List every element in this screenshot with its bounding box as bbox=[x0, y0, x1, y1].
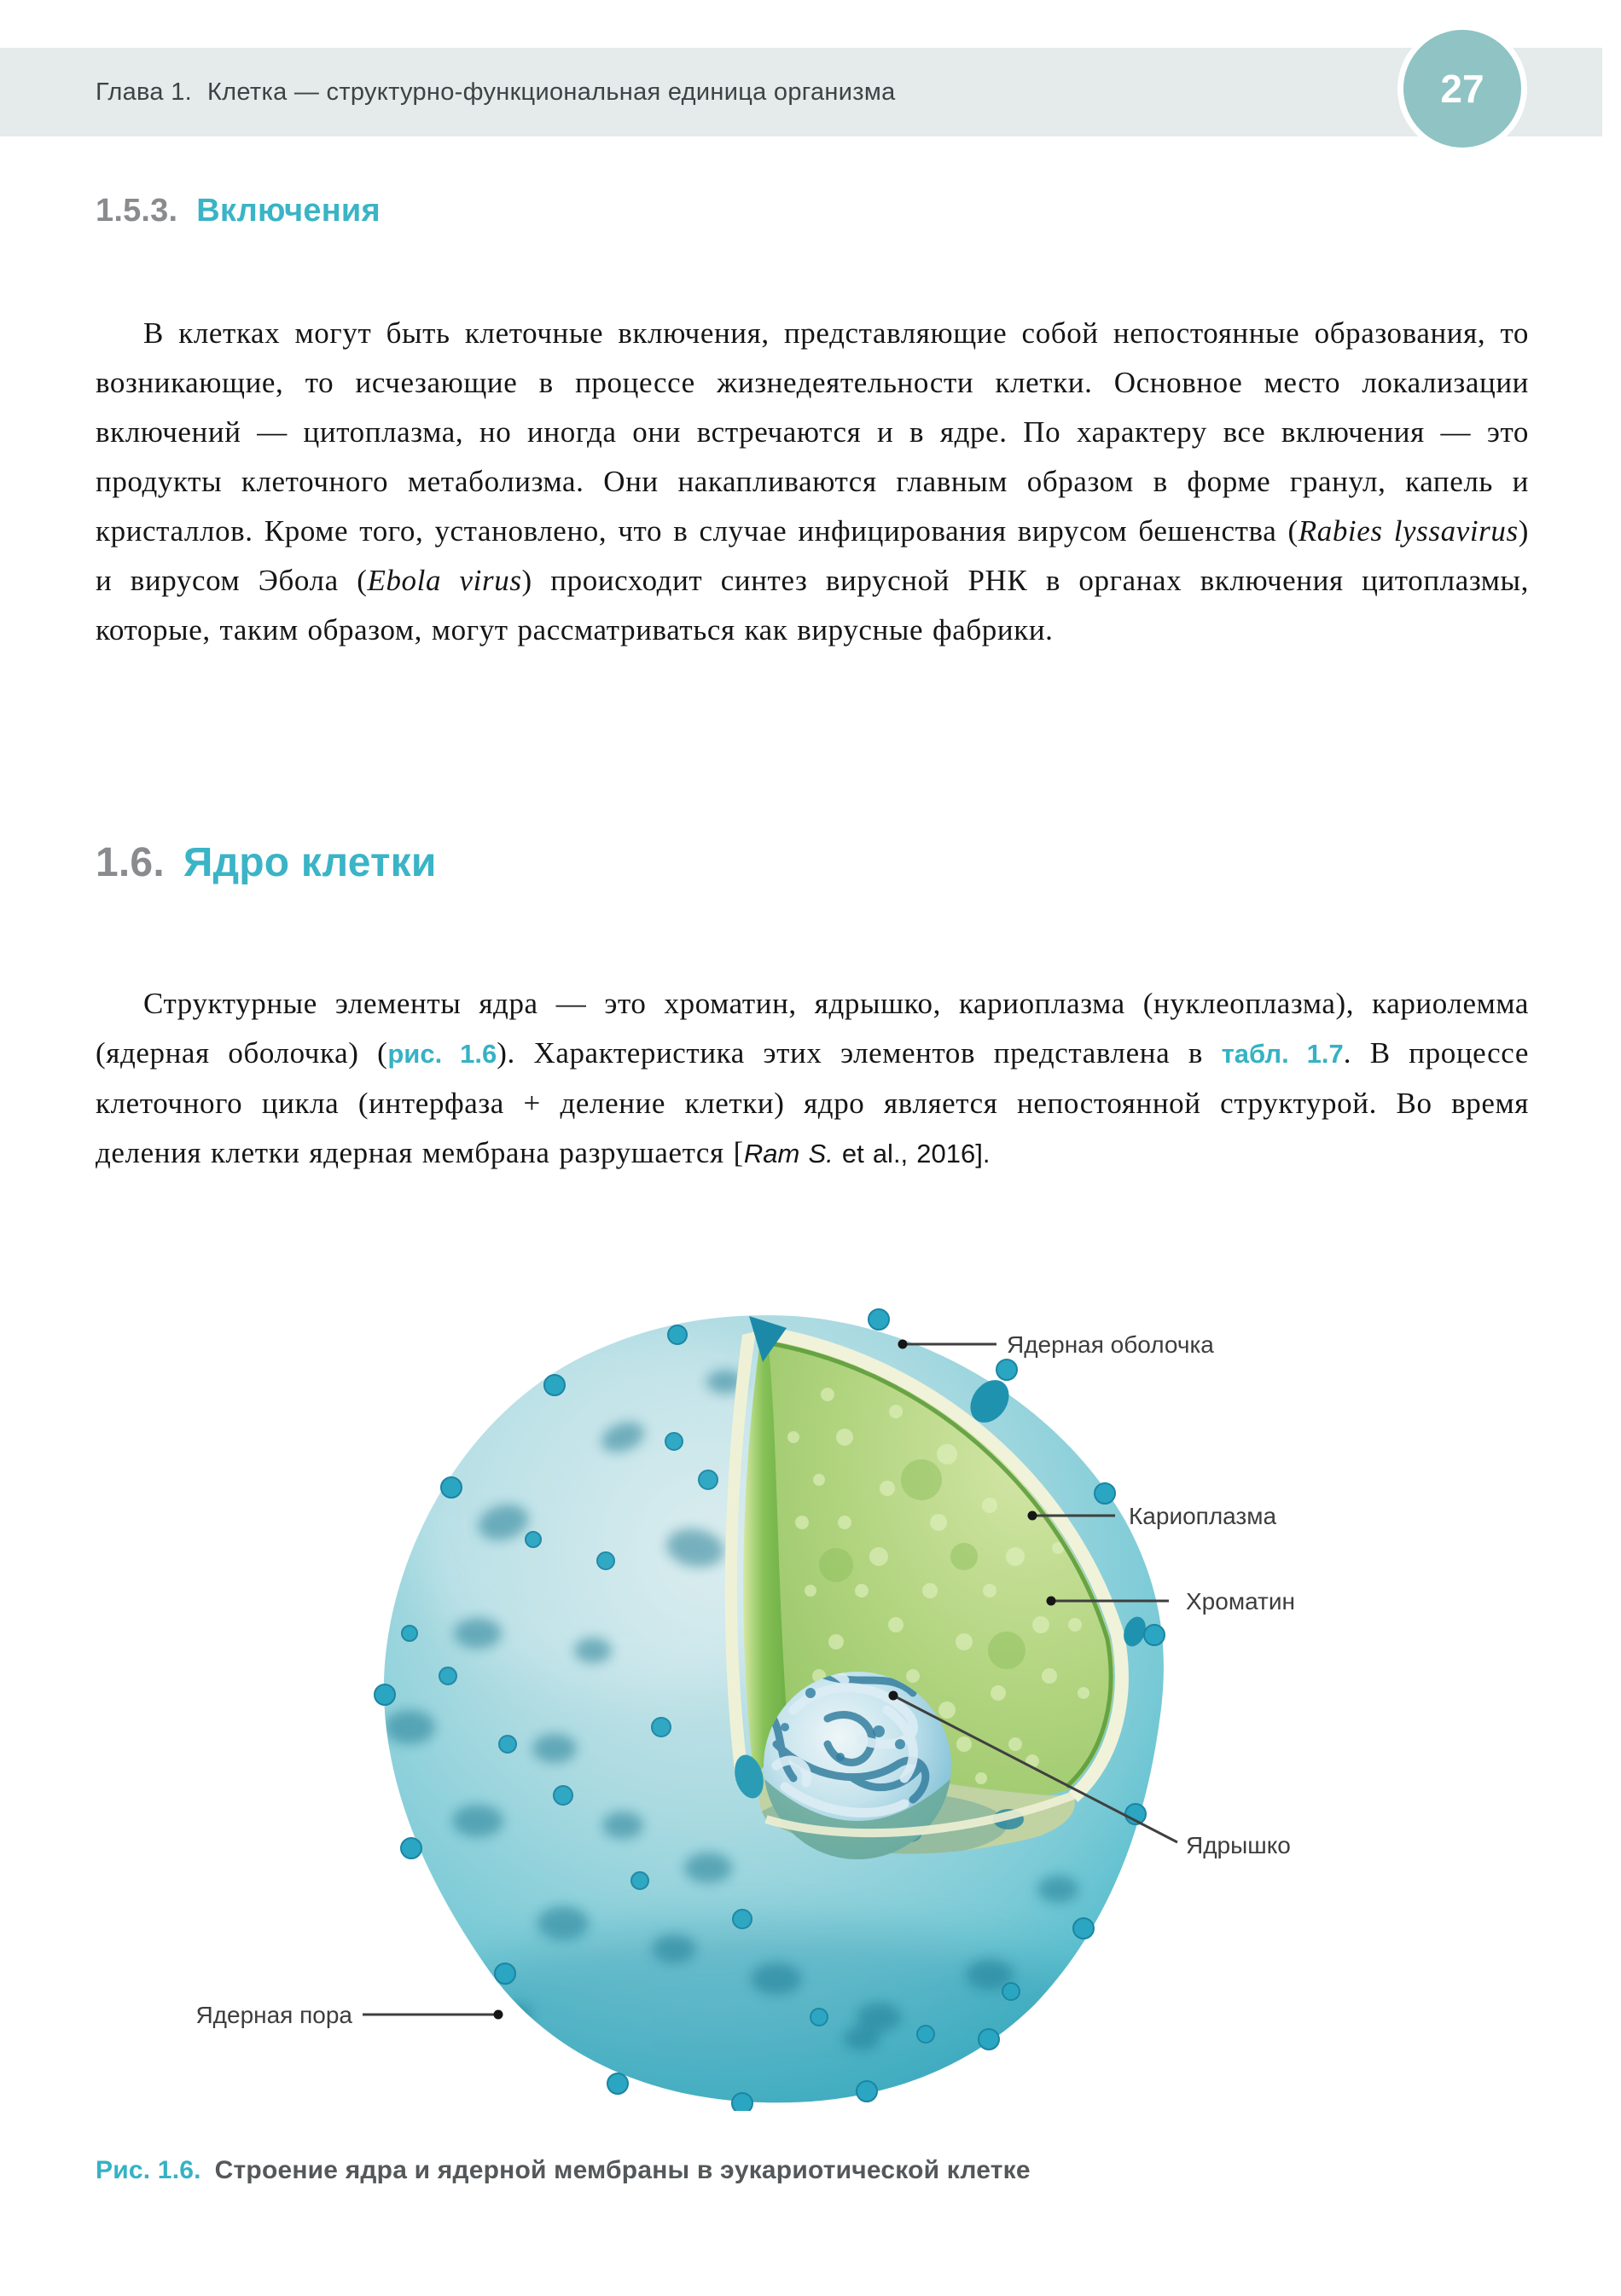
label-nuclear-envelope: Ядерная оболочка bbox=[1007, 1331, 1214, 1358]
text-run: Структурные элементы ядра — это хроматин, ядрышко, кариоплазма (нуклеоплазма), кариолемма (ядерная оболочка) ( bbox=[96, 987, 1529, 1070]
paragraph-inclusions bbox=[96, 309, 1529, 655]
figure-reference-link[interactable]: рис. 1.6 bbox=[387, 1039, 497, 1069]
label-chromatin: Хроматин bbox=[1186, 1588, 1295, 1615]
label-nuclear-pore: Ядерная пора bbox=[196, 2002, 352, 2028]
caption-text: Строение ядра и ядерной мембраны в эукариотической клетке bbox=[214, 2156, 1031, 2184]
caption-number: Рис. 1.6. bbox=[96, 2156, 201, 2184]
section-title: Включения bbox=[196, 193, 381, 229]
section-number: 1.6. bbox=[96, 840, 165, 885]
section-heading-153 bbox=[96, 193, 381, 229]
label-dot-envelope bbox=[898, 1340, 908, 1349]
text-run: ). Характеристика этих элементов представлена в bbox=[497, 1036, 1222, 1070]
citation-author: Ram S. bbox=[743, 1139, 834, 1168]
latin-species-name: Ebola virus bbox=[367, 564, 522, 597]
label-dot-pore bbox=[494, 2010, 503, 2020]
section-heading-16 bbox=[96, 839, 437, 886]
section-number: 1.5.3. bbox=[96, 193, 178, 229]
label-nucleolus: Ядрышко bbox=[1186, 1832, 1291, 1858]
citation-tail: et al., 2016]. bbox=[833, 1139, 991, 1168]
text-run: . В процессе клеточного цикла (интерфаза + деление клетки) ядро является непостоянной структурой. Во время деления клетки ядерная мембрана разрушается [ bbox=[96, 1036, 1529, 1169]
cutaway-section bbox=[725, 1316, 1150, 1864]
cell-nucleus-illustration bbox=[196, 1267, 1450, 2111]
label-dot-chromatin bbox=[1047, 1597, 1056, 1606]
label-dot-nucleolus bbox=[889, 1691, 898, 1701]
text-run: В клетках могут быть клеточные включения, представляющие собой непостоянные образования, то возникающие, то исчезающие в процессе жизнедеятельности клетки. Основное место локализации включений — цитоплазма, но иногда они встречаются и в ядре. По характеру все включения — это продукты клеточного метаболизма. Они накапливаются главным образом в форме гранул, капель и кристаллов. Кроме того, установлено, что в случае инфицирования вирусом бешенства ( bbox=[96, 316, 1529, 548]
chapter-label: Глава 1. bbox=[96, 78, 192, 106]
nucleus-figure bbox=[196, 1267, 1450, 2111]
text-run: ) происходит синтез вирусной РНК в органах включения цитоплазмы, которые, таким образом, могут рассматриваться как вирусные фабрики. bbox=[96, 564, 1529, 646]
text-run: ) и вирусом Эбола ( bbox=[96, 514, 1529, 597]
page-number: 27 bbox=[1440, 67, 1484, 111]
label-karyoplasm: Кариоплазма bbox=[1129, 1503, 1277, 1529]
chapter-title: Клетка — структурно-функциональная единица организма bbox=[206, 78, 896, 106]
page-number-badge bbox=[1397, 24, 1527, 154]
label-dot-karyoplasm bbox=[1028, 1511, 1037, 1521]
latin-species-name: Rabies lyssavirus bbox=[1298, 514, 1519, 548]
running-head bbox=[96, 48, 896, 136]
table-reference-link[interactable]: табл. 1.7 bbox=[1221, 1039, 1344, 1069]
figure-caption bbox=[96, 2156, 1031, 2185]
paragraph-nucleus bbox=[96, 979, 1529, 1179]
section-title: Ядро клетки bbox=[183, 840, 437, 885]
